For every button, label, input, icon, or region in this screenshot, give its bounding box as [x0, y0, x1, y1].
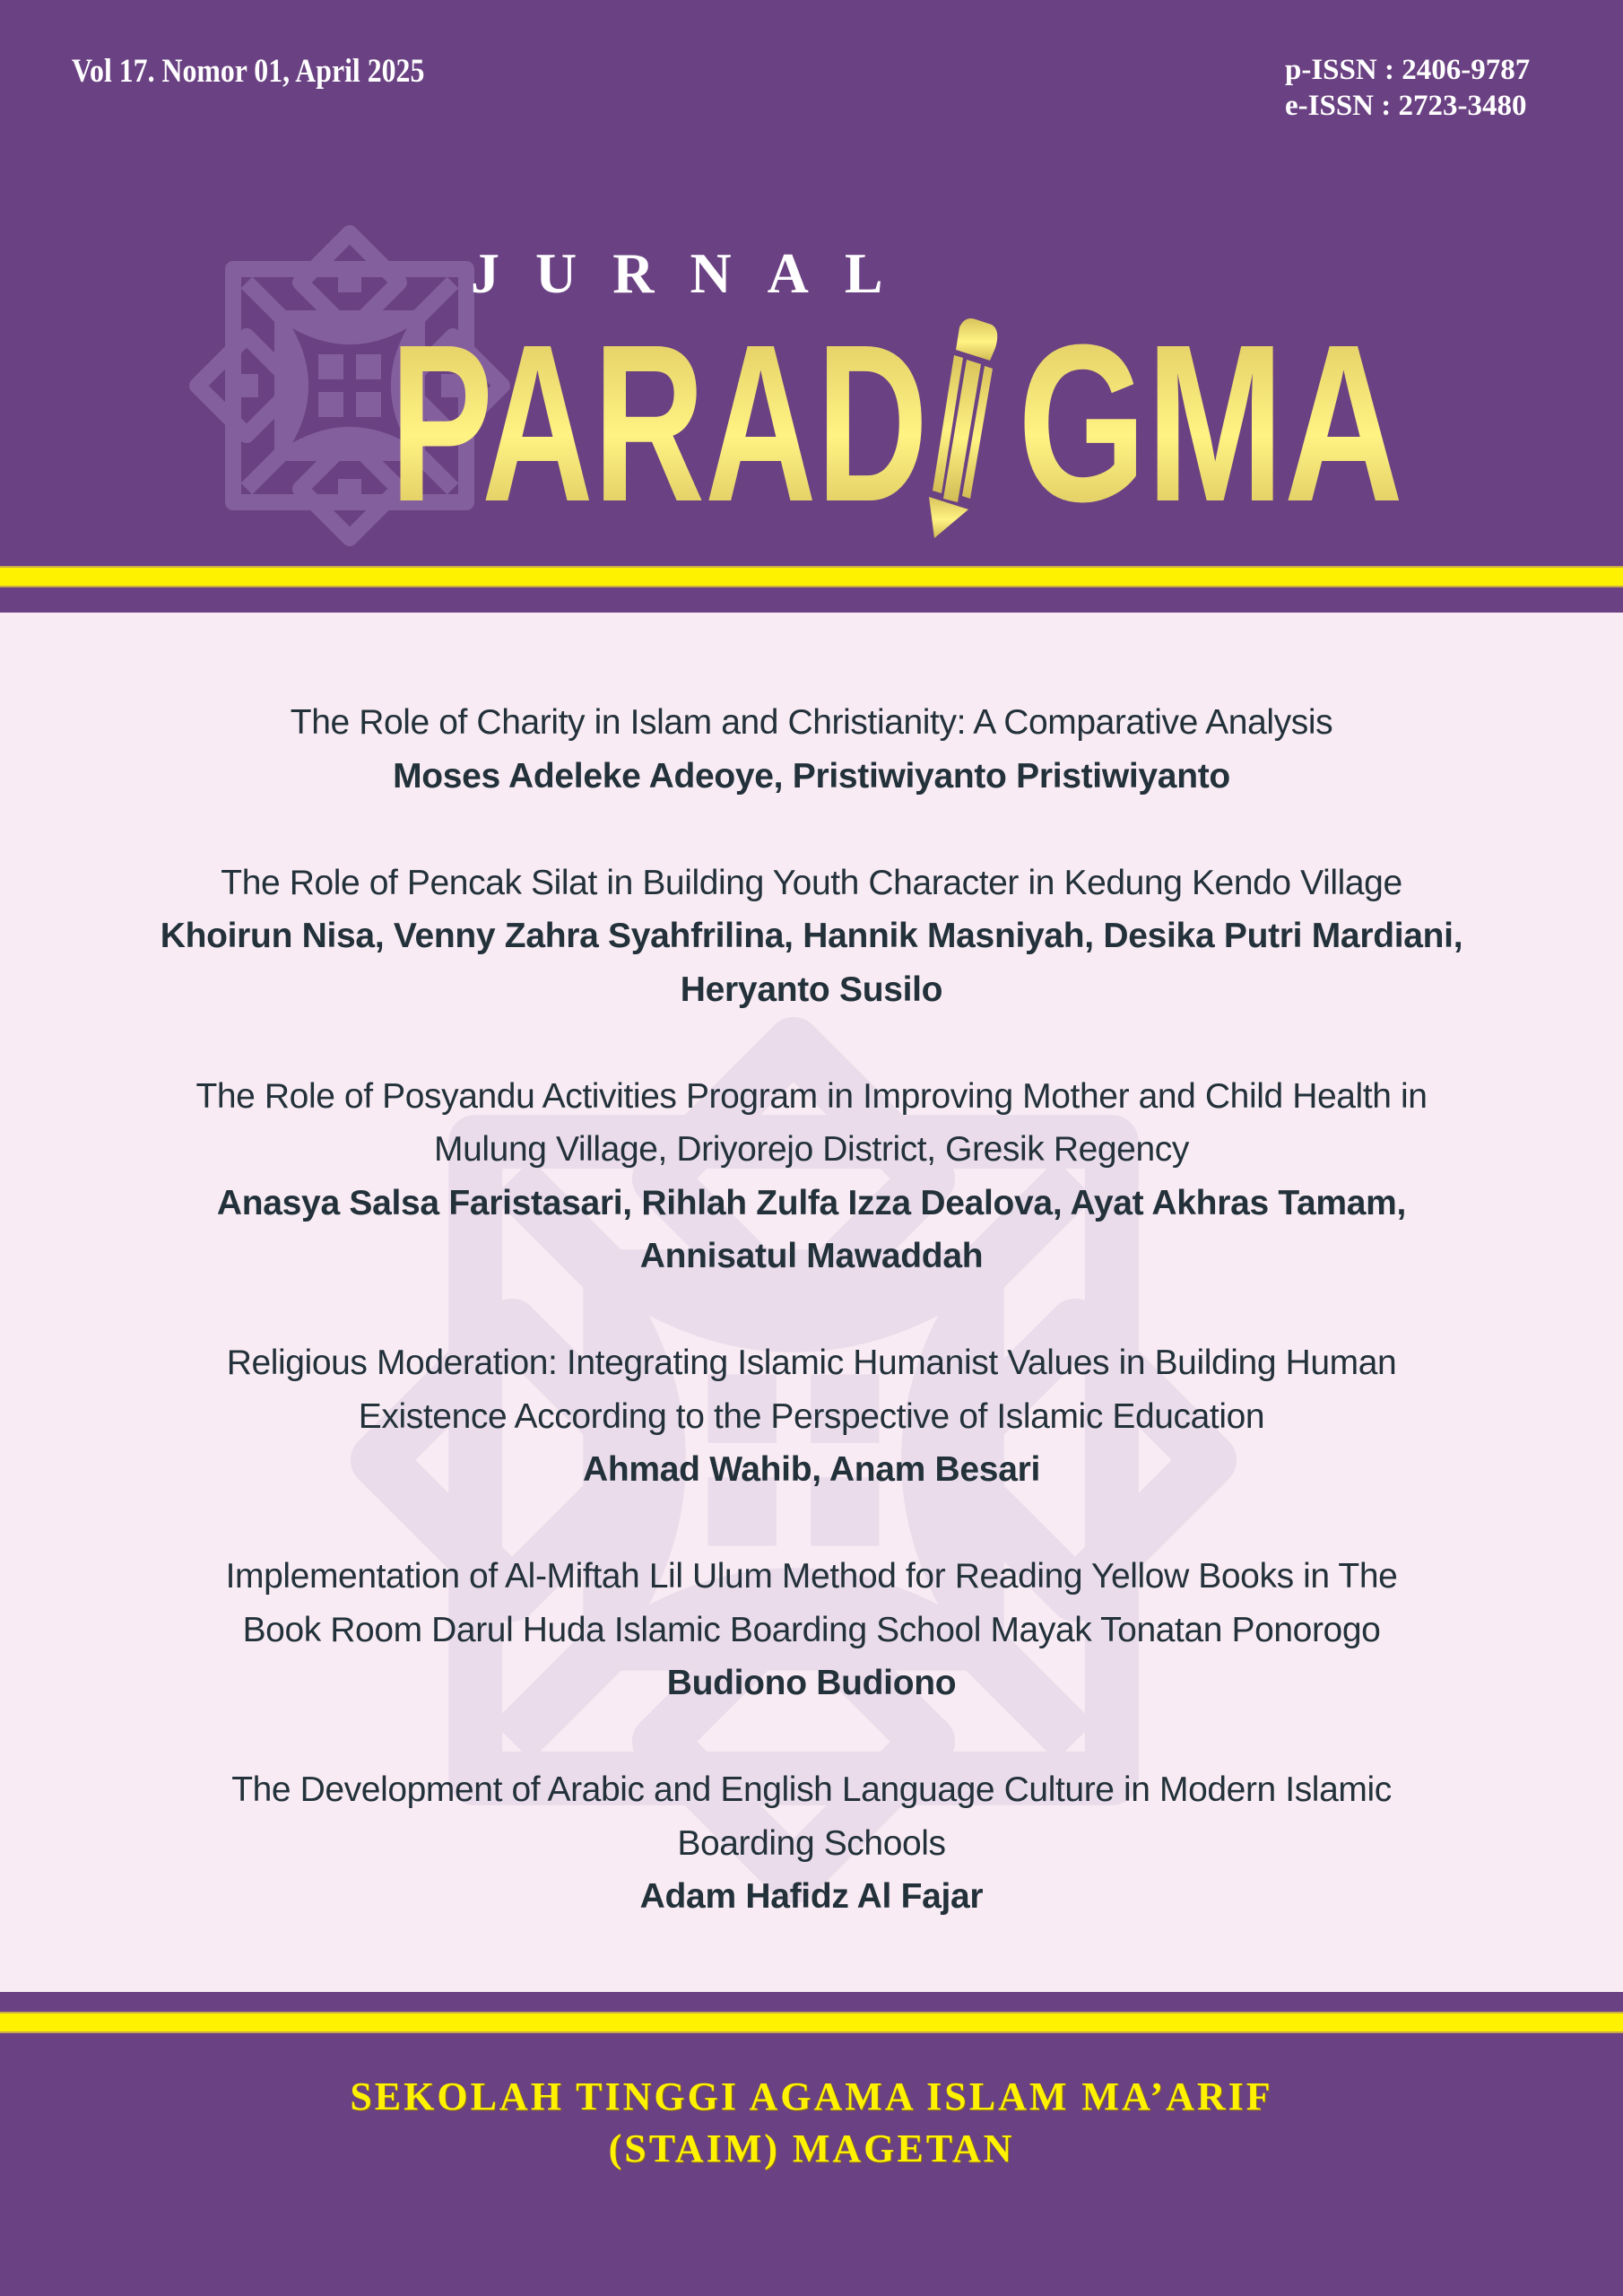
pencil-icon — [929, 318, 997, 538]
article-title-line: The Role of Charity in Islam and Christianity: A Comparative Analysis — [290, 703, 1333, 742]
article-authors-row — [0, 1230, 1623, 1283]
logo-paradigma-part2: GMA — [1018, 298, 1403, 548]
issn-block — [1285, 52, 1530, 124]
article-title — [0, 1763, 1623, 1870]
article-title — [0, 1070, 1623, 1177]
article-authors — [0, 750, 1623, 804]
article-authors-line: Moses Adeleke Adeoye, Pristiwiyanto Pristiwiyanto — [393, 756, 1230, 796]
article-entry — [0, 857, 1623, 1017]
institution-line-1: SEKOLAH TINGGI AGAMA ISLAM MA’ARIF — [350, 2074, 1273, 2118]
header-yellow-band — [0, 566, 1623, 587]
e-issn: e-ISSN : 2723-3480 — [1285, 90, 1527, 122]
article-title-line: Book Room Darul Huda Islamic Boarding School Mayak Tonatan Ponorogo — [242, 1610, 1381, 1649]
article-title-row — [0, 1336, 1623, 1390]
article-title-row — [0, 1070, 1623, 1124]
article-authors — [0, 1870, 1623, 1924]
contents-area — [0, 613, 1623, 1992]
article-authors-row — [0, 1870, 1623, 1924]
article-entry — [0, 696, 1623, 803]
institution-name — [0, 2071, 1623, 2175]
article-title-line: Mulung Village, Driyorejo District, Gresik Regency — [434, 1130, 1189, 1169]
article-title-line: Boarding Schools — [677, 1823, 946, 1863]
article-title-line: Religious Moderation: Integrating Islamic Humanist Values in Building Human — [226, 1344, 1397, 1382]
article-authors-line: Heryanto Susilo — [680, 970, 943, 1009]
article-title-row — [0, 1123, 1623, 1177]
logo-paradigma — [386, 296, 1408, 548]
article-authors — [0, 1443, 1623, 1497]
article-authors-line: Budiono Budiono — [666, 1664, 957, 1702]
article-authors-row — [0, 1443, 1623, 1497]
article-entry — [0, 1336, 1623, 1497]
article-title-row — [0, 696, 1623, 750]
cover-footer — [0, 1992, 1623, 2296]
article-authors — [0, 1657, 1623, 1710]
article-title-line: The Role of Posyandu Activities Program in Improving Mother and Child Health in — [195, 1076, 1428, 1116]
article-title-row — [0, 1390, 1623, 1444]
article-title-line: The Role of Pencak Silat in Building Youth Character in Kedung Kendo Village — [221, 863, 1402, 902]
institution-line-2: (STAIM) MAGETAN — [608, 2126, 1015, 2170]
logo-paradigma-part1: PARAD — [390, 298, 928, 548]
article-list — [0, 696, 1623, 1977]
article-authors-row — [0, 963, 1623, 1017]
article-title-row — [0, 1550, 1623, 1604]
footer-yellow-band — [0, 2012, 1623, 2033]
cover-header — [0, 0, 1623, 613]
article-authors-row — [0, 1177, 1623, 1231]
article-entry — [0, 1070, 1623, 1283]
article-authors — [0, 1177, 1623, 1283]
article-title-line: Implementation of Al-Miftah Lil Ulum Method for Reading Yellow Books in The — [225, 1557, 1398, 1596]
article-title-row — [0, 1763, 1623, 1817]
article-title-line: Existence According to the Perspective of Islamic Education — [358, 1396, 1265, 1436]
article-title-line: The Development of Arabic and English Language Culture in Modern Islamic — [231, 1770, 1392, 1809]
article-authors — [0, 909, 1623, 1016]
article-authors-line: Annisatul Mawaddah — [639, 1237, 984, 1275]
article-title-row — [0, 857, 1623, 910]
article-title — [0, 1336, 1623, 1443]
logo-jurnal: JURNAL — [471, 241, 919, 305]
article-title-row — [0, 1817, 1623, 1871]
article-authors-line: Khoirun Nisa, Venny Zahra Syahfrilina, Hannik Masniyah, Desika Putri Mardiani, — [160, 917, 1463, 955]
article-authors-line: Ahmad Wahib, Anam Besari — [582, 1450, 1040, 1489]
article-title — [0, 696, 1623, 750]
article-title — [0, 1550, 1623, 1657]
article-authors-row — [0, 909, 1623, 963]
article-authors-line: Anasya Salsa Faristasari, Rihlah Zulfa Izza Dealova, Ayat Akhras Tamam, — [216, 1183, 1407, 1222]
article-title-row — [0, 1604, 1623, 1657]
article-authors-line: Adam Hafidz Al Fajar — [639, 1877, 984, 1916]
article-authors-row — [0, 750, 1623, 804]
article-entry — [0, 1550, 1623, 1710]
volume-info: Vol 17. Nomor 01, April 2025 — [72, 53, 425, 90]
p-issn: p-ISSN : 2406-9787 — [1285, 54, 1531, 86]
article-entry — [0, 1763, 1623, 1924]
article-authors-row — [0, 1657, 1623, 1710]
article-title — [0, 857, 1623, 910]
